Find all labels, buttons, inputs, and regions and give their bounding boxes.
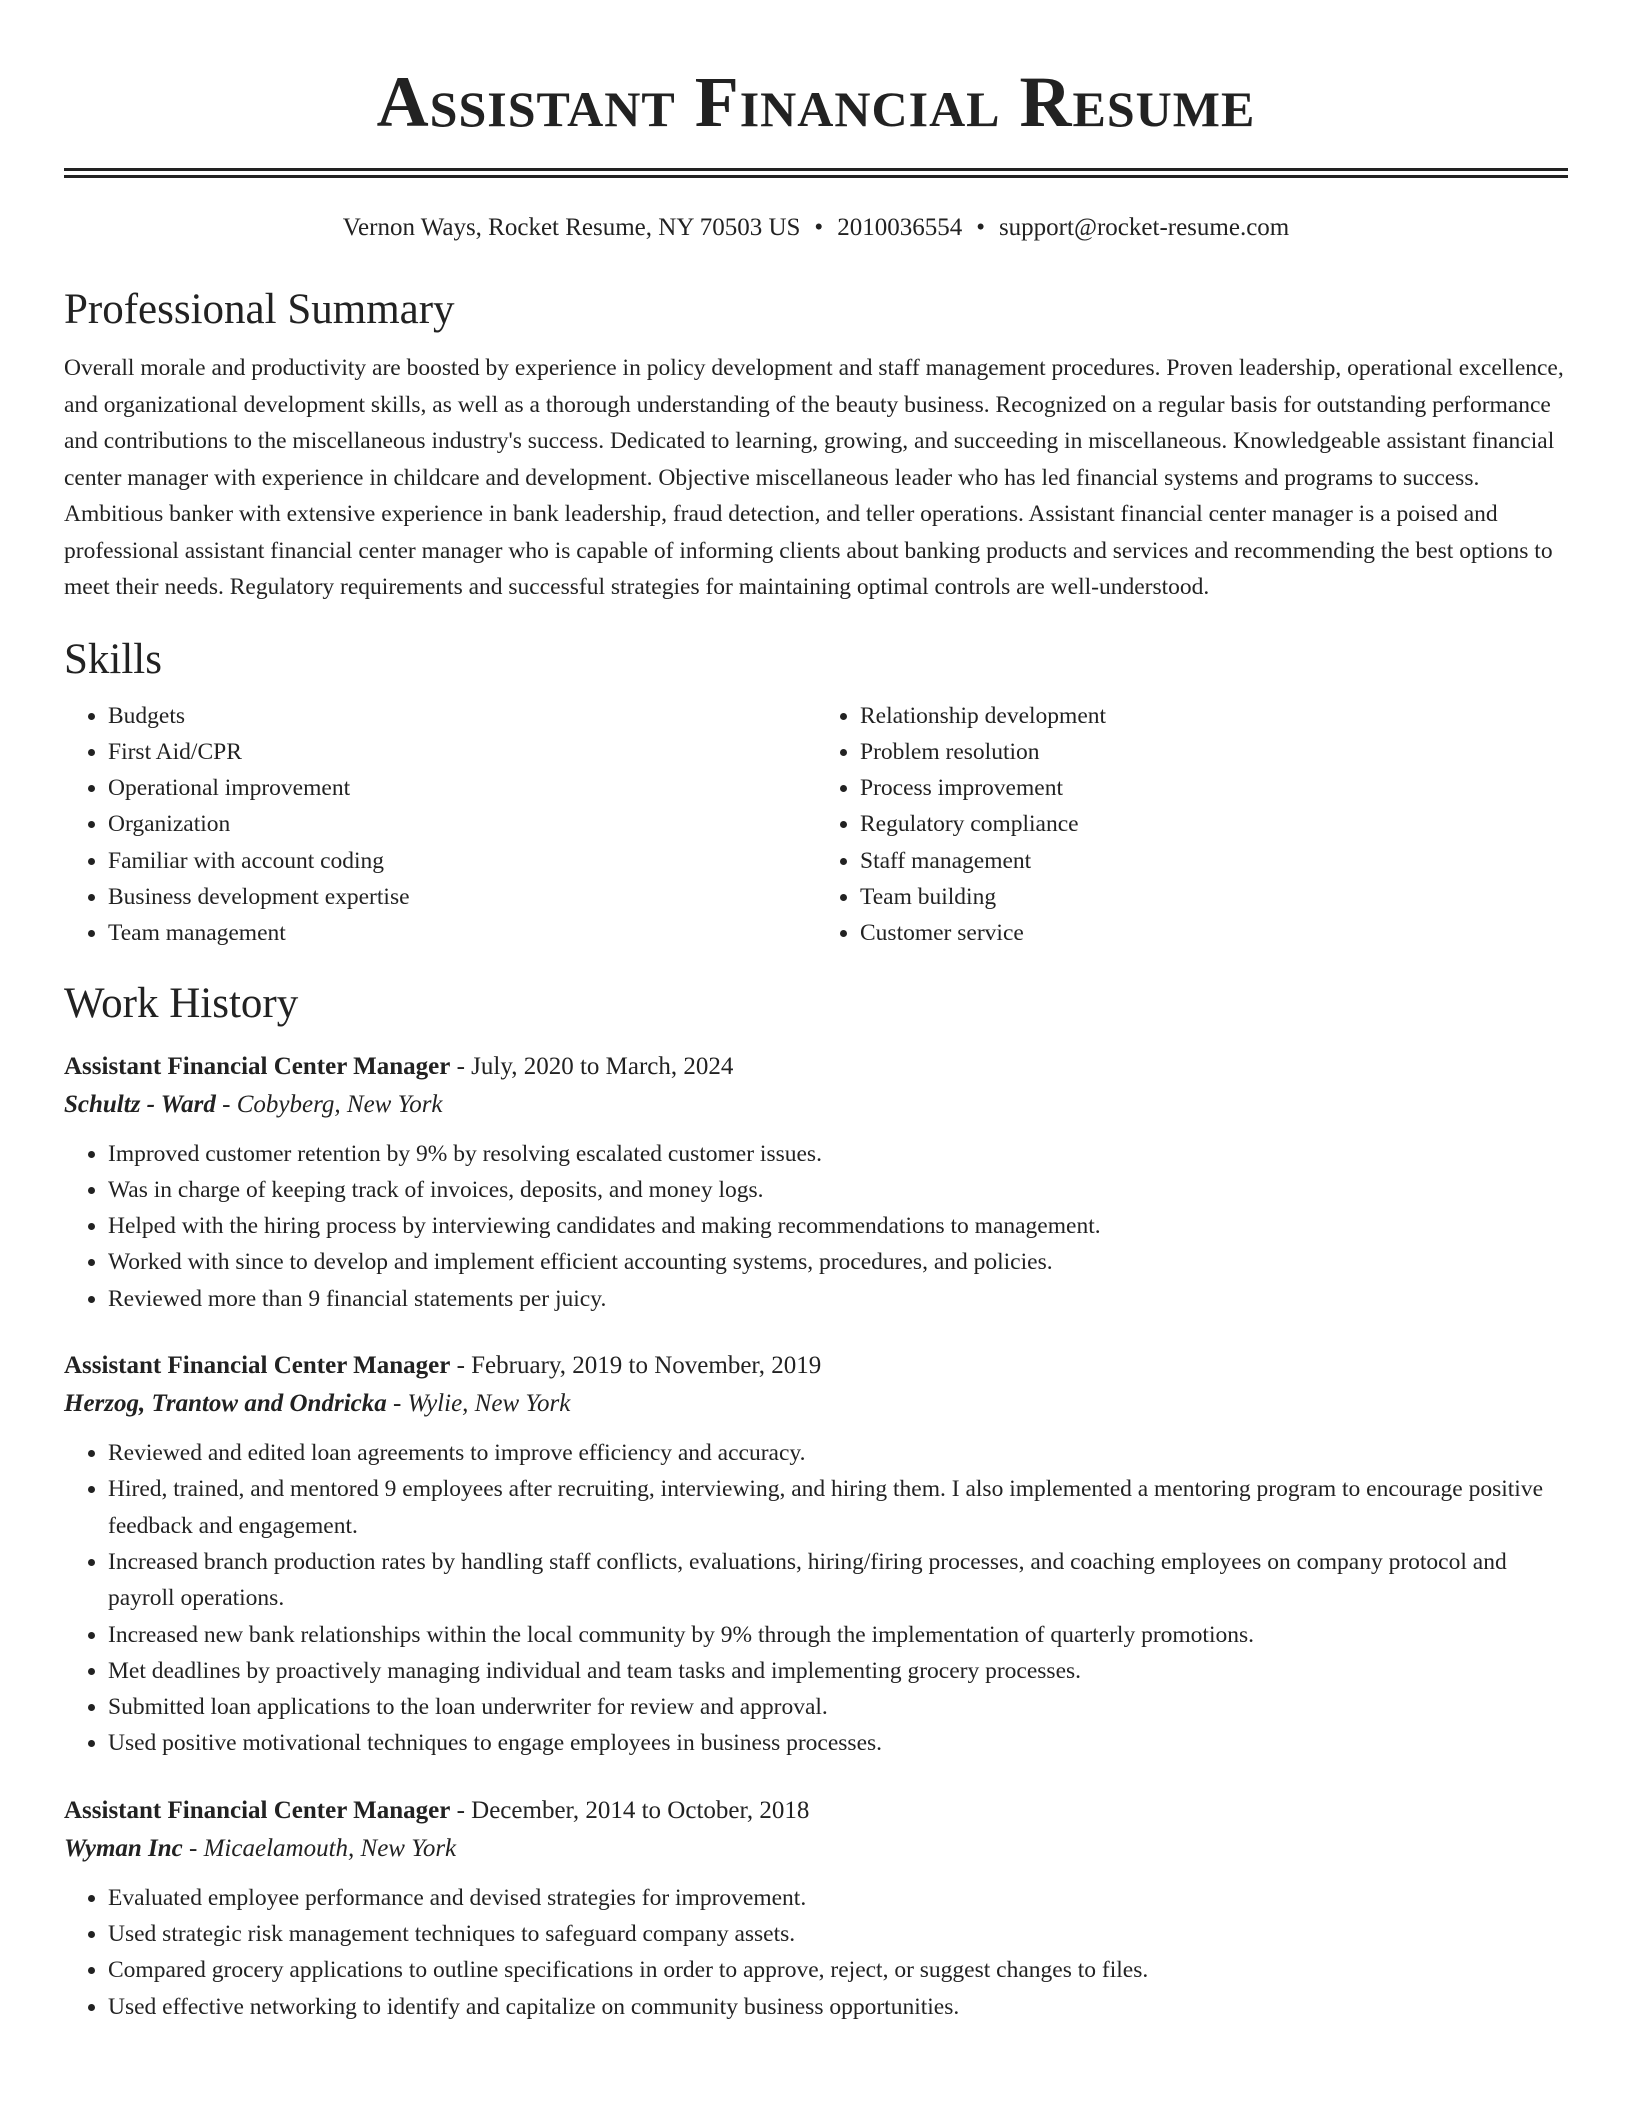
job-bullet: • Increased new bank relationships within the local community by 9% through the implementation of quarterly promotions. (108, 1617, 1568, 1653)
job-company-line (64, 1830, 1568, 1868)
job-bullet: • Reviewed more than 9 financial statements per juicy. (108, 1281, 1568, 1317)
job-heading (64, 1792, 1568, 1830)
job-location: - Micaelamouth, New York (182, 1834, 457, 1862)
job-bullet: • Worked with since to develop and implement efficient accounting systems, procedures, and policies. (108, 1244, 1568, 1280)
job-entry (64, 1792, 1568, 2025)
job-bullets (64, 1880, 1568, 2025)
contact-phone: 2010036554 (837, 214, 963, 241)
skill-item: • Budgets (108, 698, 816, 734)
skill-item: • Organization (108, 806, 816, 842)
job-company-line (64, 1086, 1568, 1124)
skill-item: • First Aid/CPR (108, 734, 816, 770)
job-location: - Wylie, New York (386, 1390, 571, 1418)
skill-item: • Regulatory compliance (860, 806, 1568, 842)
job-bullet: • Improved customer retention by 9% by resolving escalated customer issues. (108, 1136, 1568, 1172)
job-bullet: • Used positive motivational techniques to engage employees in business processes. (108, 1725, 1568, 1761)
job-dates: - February, 2019 to November, 2019 (450, 1352, 822, 1380)
job-heading (64, 1048, 1568, 1086)
job-bullet: • Used strategic risk management techniques to safeguard company assets. (108, 1916, 1568, 1952)
job-entry (64, 1048, 1568, 1317)
job-bullet: • Evaluated employee performance and devised strategies for improvement. (108, 1880, 1568, 1916)
job-bullet: • Compared grocery applications to outline specifications in order to approve, reject, or suggest changes to files. (108, 1952, 1568, 1988)
job-dates: - December, 2014 to October, 2018 (450, 1796, 810, 1824)
job-dates: - July, 2020 to March, 2024 (450, 1052, 734, 1080)
contact-line (64, 212, 1568, 244)
skill-item: • Team management (108, 915, 816, 951)
skill-item: • Customer service (860, 915, 1568, 951)
skill-item: • Team building (860, 879, 1568, 915)
job-bullet: • Was in charge of keeping track of invoices, deposits, and money logs. (108, 1172, 1568, 1208)
summary-heading: Professional Summary (64, 286, 455, 333)
contact-address: Vernon Ways, Rocket Resume, NY 70503 US (342, 214, 801, 241)
skills-list-right (816, 698, 1568, 952)
title-double-rule (64, 168, 1568, 178)
skills-list-left (64, 698, 816, 952)
job-role: Assistant Financial Center Manager (64, 1352, 451, 1380)
job-bullet: • Reviewed and edited loan agreements to improve efficiency and accuracy. (108, 1435, 1568, 1471)
summary-text: Overall morale and productivity are boosted by experience in policy development and staff management procedures. Proven leadership, operational excellence, and organizational development skills, as well as a thorough understanding of the beauty business. Recognized on a regular basis for outstanding performance and contributions to the miscellaneous industry's success. Dedicated to learning, growing, and succeeding in miscellaneous. Knowledgeable assistant financial center manager with experience in childcare and development. Objective miscellaneous leader who has led financial systems and programs to success. Ambitious banker with extensive experience in bank leadership, fraud detection, and teller operations. Assistant financial center manager is a poised and professional assistant financial center manager who is capable of informing clients about banking products and services and recommending the best options to meet their needs. Regulatory requirements and successful strategies for maintaining optimal controls are well-understood. (64, 355, 1564, 600)
job-bullet: • Submitted loan applications to the loan underwriter for review and approval. (108, 1689, 1568, 1725)
skill-item: • Staff management (860, 843, 1568, 879)
job-role: Assistant Financial Center Manager (64, 1796, 451, 1824)
skill-item: • Familiar with account coding (108, 843, 816, 879)
skill-item: • Business development expertise (108, 879, 816, 915)
contact-email: support@rocket-resume.com (998, 214, 1290, 241)
job-bullet: • Helped with the hiring process by interviewing candidates and making recommendations to management. (108, 1208, 1568, 1244)
job-bullet: • Increased branch production rates by handling staff conflicts, evaluations, hiring/firing processes, and coaching employees on company protocol and payroll operations. (108, 1544, 1568, 1617)
work-history-heading: Work History (64, 979, 299, 1027)
skills-columns (64, 698, 1568, 952)
job-company: Schultz - Ward (64, 1090, 216, 1118)
skill-item: • Relationship development (860, 698, 1568, 734)
job-heading (64, 1347, 1568, 1385)
job-company: Herzog, Trantow and Ondricka (64, 1390, 387, 1418)
job-bullet: • Met deadlines by proactively managing individual and team tasks and implementing grocery processes. (108, 1653, 1568, 1689)
job-bullets (64, 1136, 1568, 1317)
skill-item: • Problem resolution (860, 734, 1568, 770)
contact-separator: • (814, 214, 824, 241)
job-location: - Cobyberg, New York (215, 1090, 443, 1118)
job-company-line (64, 1385, 1568, 1423)
skills-heading: Skills (64, 635, 162, 683)
job-role: Assistant Financial Center Manager (64, 1052, 451, 1080)
contact-separator: • (976, 214, 985, 241)
job-bullet: • Used effective networking to identify and capitalize on community business opportunities. (108, 1989, 1568, 2025)
skill-item: • Process improvement (860, 770, 1568, 806)
skill-item: • Operational improvement (108, 770, 816, 806)
resume-title: Assistant Financial Resume (376, 62, 1256, 142)
job-company: Wyman Inc (64, 1834, 183, 1862)
job-entry (64, 1347, 1568, 1762)
job-bullets (64, 1435, 1568, 1762)
job-bullet: • Hired, trained, and mentored 9 employees after recruiting, interviewing, and hiring them. I also implemented a mentoring program to encourage positive feedback and engagement. (108, 1471, 1568, 1544)
